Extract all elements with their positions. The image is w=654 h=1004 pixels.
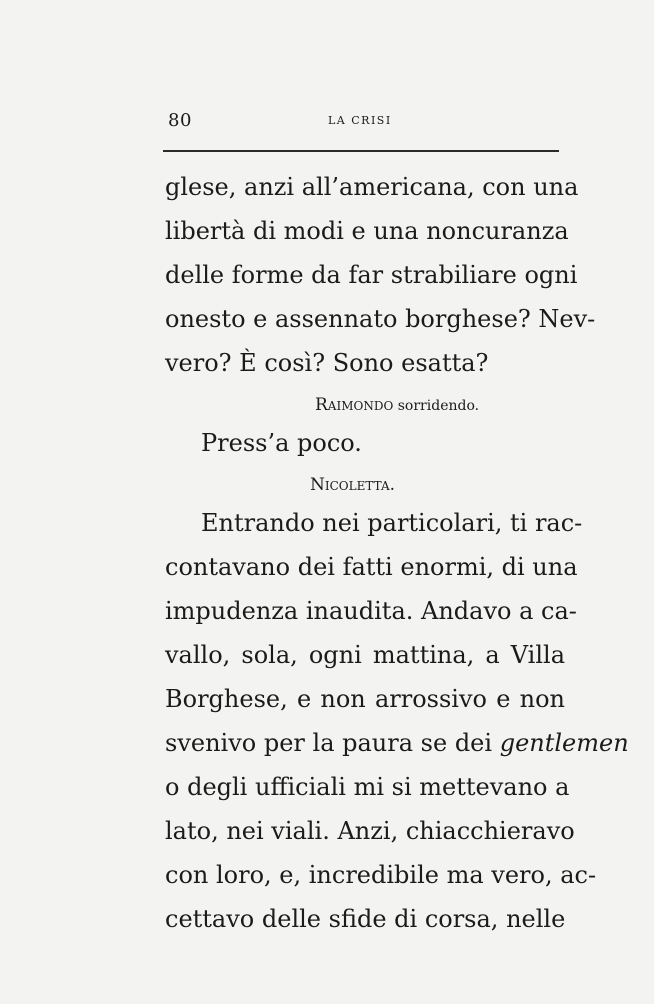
italic-word: gentlemen xyxy=(499,729,629,757)
body-text xyxy=(165,165,629,941)
speaker-name: Nicoletta. xyxy=(310,475,396,495)
text-line: Entrando nei particolari, ti rac- xyxy=(201,509,583,537)
text-line: impudenza inaudita. Andavo a ca- xyxy=(165,597,577,625)
text-line: Borghese, e non arrossivo e non xyxy=(165,685,565,713)
text-line: vallo, sola, ogni mattina, a Villa xyxy=(165,641,565,669)
speaker-raimondo xyxy=(165,389,565,421)
text-line: glese, anzi all’americana, con una xyxy=(165,173,579,201)
text-line: libertà di modi e una noncuranza xyxy=(165,217,569,245)
text-line: lato, nei viali. Anzi, chiacchieravo xyxy=(165,817,575,845)
speaker-name: Raimondo xyxy=(315,395,394,415)
text-segment: svenivo per la paura se dei xyxy=(165,729,493,757)
text-line: vero? È così? Sono esatta? xyxy=(165,349,489,377)
reply-line: Press’a poco. xyxy=(201,429,362,457)
text-line: onesto e assennato borghese? Nev- xyxy=(165,305,596,333)
text-line: contavano dei fatti enormi, di una xyxy=(165,553,578,581)
stage-direction: sorridendo. xyxy=(397,398,480,414)
text-line: o degli ufficiali mi si mettevano a xyxy=(165,773,570,801)
page-header xyxy=(168,110,562,140)
speaker-nicoletta xyxy=(165,469,565,501)
running-title: LA CRISI xyxy=(328,114,392,127)
page-number: 80 xyxy=(168,110,192,131)
text-line: delle forme da far strabiliare ogni xyxy=(165,261,578,289)
text-line-mixed xyxy=(165,721,629,765)
text-line: cettavo delle sfide di corsa, nelle xyxy=(165,905,566,933)
text-line: con loro, e, incredibile ma vero, ac- xyxy=(165,861,597,889)
header-rule xyxy=(163,150,559,152)
